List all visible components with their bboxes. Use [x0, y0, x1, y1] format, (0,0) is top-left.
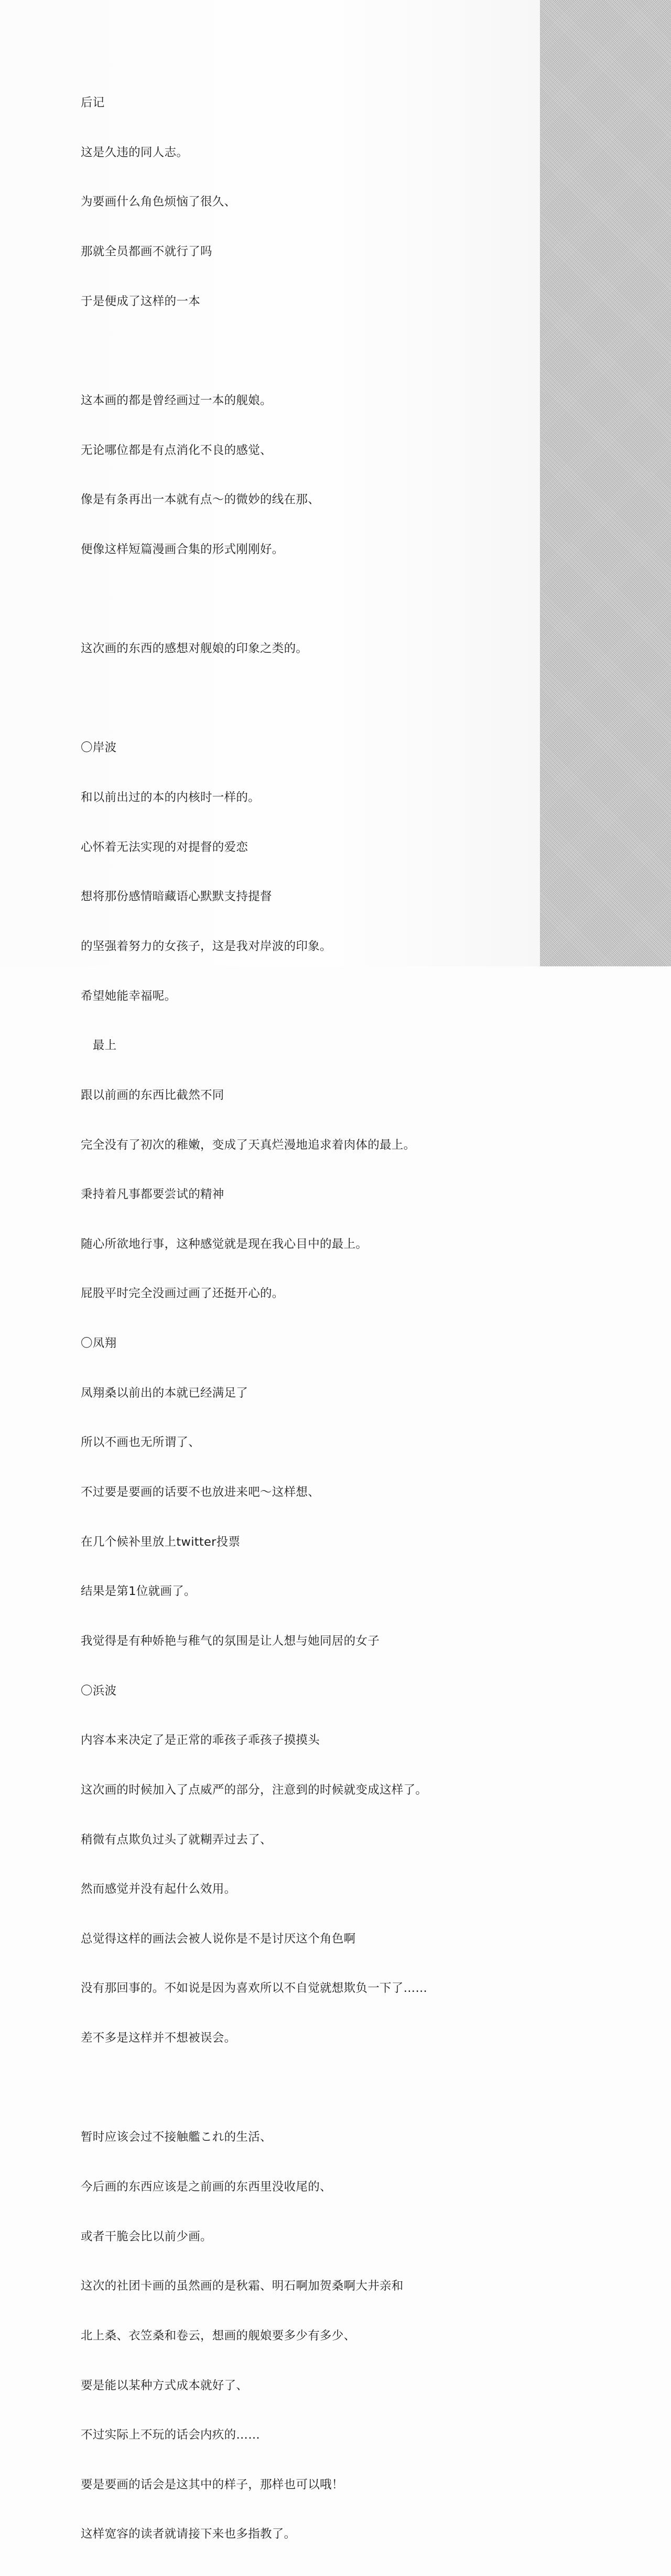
- text-line: 我觉得是有种娇艳与稚气的氛围是让人想与她同居的女子: [81, 1634, 380, 1648]
- text-line: [81, 591, 532, 608]
- text-line: 或者干脆会比以前少画。: [81, 2229, 212, 2244]
- text-line: 结果是第1位就画了。: [81, 1585, 196, 1599]
- text-line: 凤翔桑以前出的本就已经满足了: [81, 1386, 248, 1400]
- text-line: 随心所欲地行事，这种感觉就是现在我心目中的最上。: [81, 1237, 368, 1251]
- text-line: 这次画的东西的感想对舰娘的印象之类的。: [81, 642, 308, 656]
- text-line: 跟以前画的东西比截然不同: [81, 1088, 224, 1102]
- text-line: 便像这样短篇漫画合集的形式刚刚好。: [81, 542, 284, 556]
- text-line: [81, 691, 532, 707]
- text-line: 不过实际上不玩的话会内疚的……: [81, 2428, 261, 2442]
- text-line: 在几个候补里放上twitter投票: [81, 1535, 241, 1549]
- text-line: 要是能以某种方式成本就好了、: [81, 2378, 248, 2392]
- text-line: 这次的社团卡画的虽然画的是秋霜、明石啊加贺桑啊大井亲和: [81, 2279, 404, 2293]
- text-line: 心怀着无法实现的对提督的爱恋: [81, 840, 248, 854]
- text-line: [81, 2080, 532, 2097]
- text-line: 最上: [81, 1039, 117, 1053]
- text-line: 希望她能幸福呢。: [81, 989, 177, 1003]
- text-line: 为要画什么角色烦恼了很久、: [81, 195, 236, 209]
- text-line: 这本画的都是曾经画过一本的舰娘。: [81, 393, 272, 407]
- text-line: 北上桑、衣笠桑和卷云，想画的舰娘要多少有多少、: [81, 2329, 356, 2343]
- text-line: 要是要画的话会是这其中的样子，那样也可以哦！: [81, 2477, 344, 2492]
- screentone-margin: [540, 0, 671, 966]
- text-line: 〇岸波: [81, 741, 117, 755]
- afterword-text: [81, 62, 532, 2576]
- text-line: 不过要是要画的话要不也放进来吧〜这样想、: [81, 1485, 320, 1500]
- text-line: 于是便成了这样的一本: [81, 294, 201, 308]
- text-line: 无论哪位都是有点消化不良的感觉、: [81, 443, 272, 457]
- text-line: 完全没有了初次的稚嫩，变成了天真烂漫地追求着肉体的最上。: [81, 1138, 416, 1152]
- text-line: 和以前出过的本的内核时一样的。: [81, 791, 261, 805]
- text-line: 的坚强着努力的女孩子，这是我对岸波的印象。: [81, 939, 332, 953]
- text-line: 像是有条再出一本就有点〜的微妙的线在那、: [81, 493, 320, 507]
- text-line: 这样宽容的读者就请接下来也多指教了。: [81, 2527, 296, 2541]
- text-line: 后记: [81, 96, 105, 110]
- text-line: 然而感觉并没有起什么效用。: [81, 1882, 236, 1896]
- text-line: 今后画的东西应该是之前画的东西里没收尾的、: [81, 2180, 332, 2194]
- text-line: 总觉得这样的画法会被人说你是不是讨厌这个角色啊: [81, 1932, 356, 1946]
- text-line: 所以不画也无所谓了、: [81, 1436, 201, 1450]
- text-line: [81, 343, 532, 360]
- text-line: 差不多是这样并不想被误会。: [81, 2031, 236, 2045]
- text-line: 这次画的时候加入了点威严的部分，注意到的时候就变成这样了。: [81, 1783, 428, 1797]
- text-line: 〇浜波: [81, 1684, 117, 1698]
- text-line: 屁股平时完全没画过画了还挺开心的。: [81, 1287, 284, 1301]
- text-line: 稍微有点欺负过头了就糊弄过去了、: [81, 1833, 272, 1847]
- text-line: 没有那回事的。不如说是因为喜欢所以不自觉就想欺负一下了……: [81, 1981, 428, 1996]
- text-line: 暂时应该会过不接触艦これ的生活、: [81, 2130, 272, 2144]
- text-line: 这是久违的同人志。: [81, 145, 189, 159]
- text-line: 秉持着凡事都要尝试的精神: [81, 1188, 224, 1202]
- text-line: 〇凤翔: [81, 1336, 117, 1351]
- text-line: 想将那份感情暗藏语心默默支持提督: [81, 890, 272, 904]
- text-line: 那就全员都画不就行了吗: [81, 245, 212, 259]
- text-line: 内容本来决定了是正常的乖孩子乖孩子摸摸头: [81, 1733, 320, 1748]
